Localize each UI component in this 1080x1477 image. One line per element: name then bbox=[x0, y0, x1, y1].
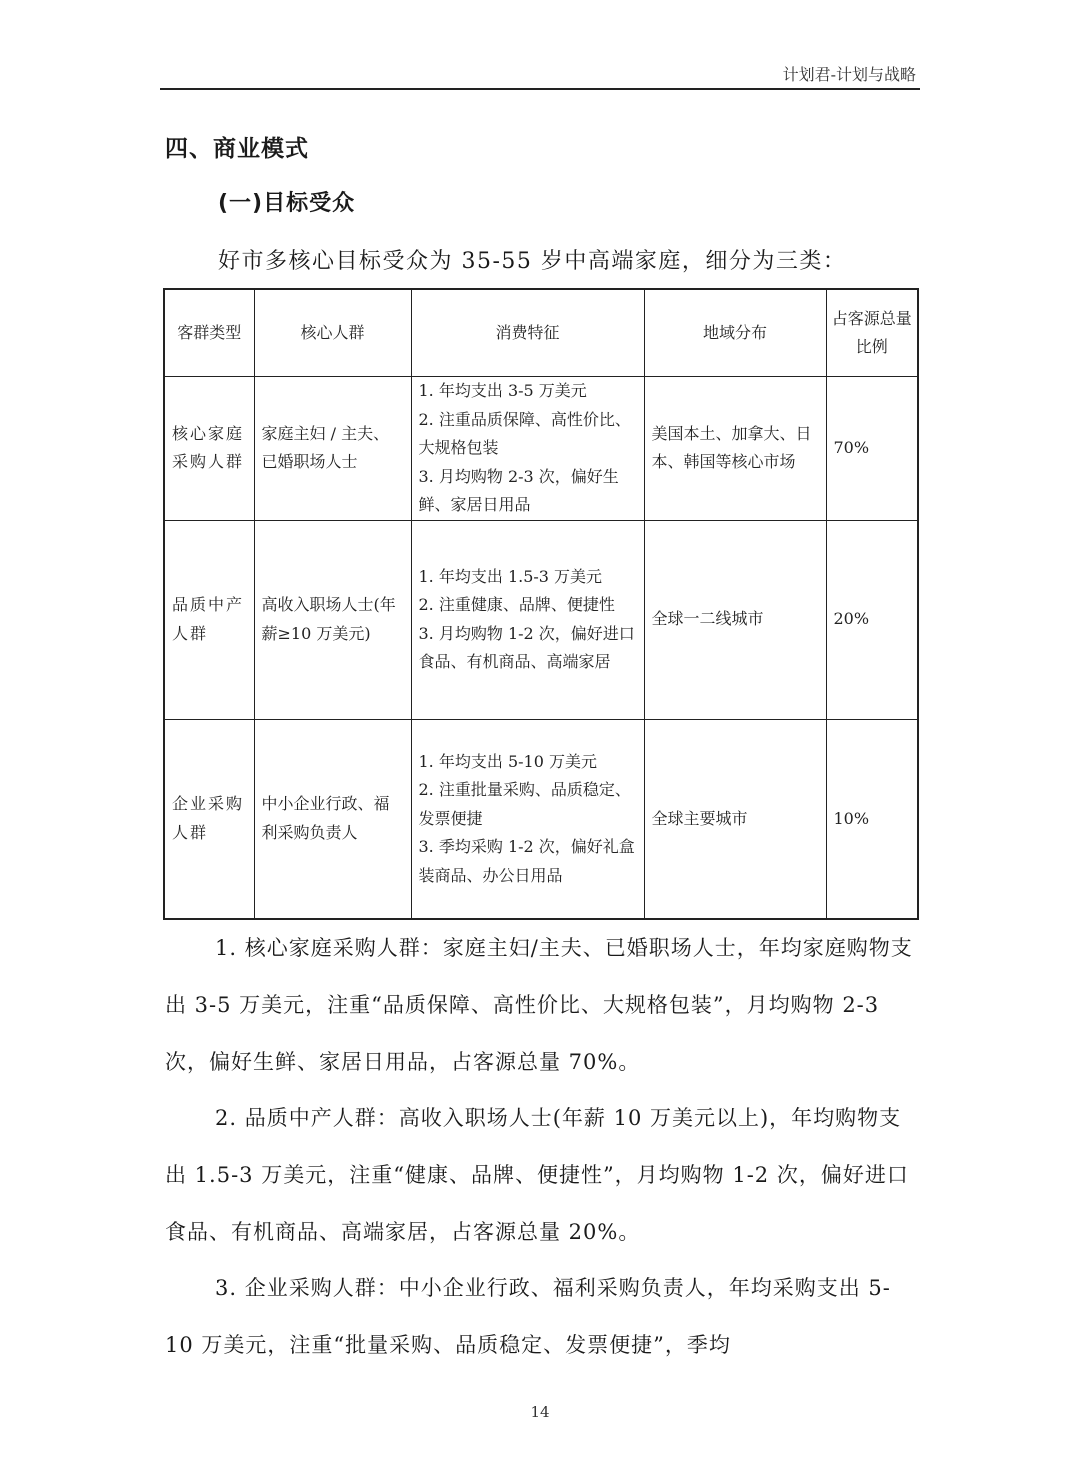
header-type: 客群类型 bbox=[164, 289, 254, 377]
cell-share: 20% bbox=[826, 520, 918, 719]
subsection-title: (一)目标受众 bbox=[218, 191, 356, 216]
cell-region: 全球主要城市 bbox=[644, 719, 826, 919]
cell-type: 核心家庭采购人群 bbox=[164, 377, 254, 521]
header-region: 地域分布 bbox=[644, 289, 826, 377]
feature-line: 2. 注重健康、品牌、便捷性 bbox=[418, 595, 615, 614]
table-row bbox=[164, 520, 918, 719]
audience-table bbox=[163, 288, 919, 920]
header-core: 核心人群 bbox=[254, 289, 411, 377]
feature-line: 2. 注重品质保障、高性价比、大规格包装 bbox=[418, 409, 631, 457]
header-share: 占客源总量比例 bbox=[826, 289, 918, 377]
cell-features bbox=[411, 719, 644, 919]
cell-region: 美国本土、加拿大、日本、韩国等核心市场 bbox=[644, 377, 826, 521]
feature-line: 3. 月均购物 1-2 次，偏好进口食品、有机商品、高端家居 bbox=[418, 623, 635, 671]
page-number: 14 bbox=[530, 1403, 550, 1421]
page-header bbox=[160, 60, 920, 90]
feature-line: 2. 注重批量采购、品质稳定、发票便捷 bbox=[418, 780, 631, 828]
feature-line: 3. 季均采购 1-2 次，偏好礼盒装商品、办公日用品 bbox=[418, 837, 635, 885]
section-title: 四、商业模式 bbox=[165, 136, 309, 162]
cell-type: 品质中产人群 bbox=[164, 520, 254, 719]
body-paragraph: 2. 品质中产人群：高收入职场人士(年薪 10 万美元以上)，年均购物支出 1.5-3 万美元，注重“健康、品牌、便捷性”，月均购物 1-2 次，偏好进口食品、有机商品、高端家居，占客源总量 20%。 bbox=[165, 1106, 909, 1244]
cell-core: 高收入职场人士(年薪≥10 万美元) bbox=[254, 520, 411, 719]
cell-features bbox=[411, 377, 644, 521]
body-paragraph: 1. 核心家庭采购人群：家庭主妇/主夫、已婚职场人士，年均家庭购物支出 3-5 万美元，注重“品质保障、高性价比、大规格包装”，月均购物 2-3 次，偏好生鲜、家居日用品，占客源总量 70%。 bbox=[165, 936, 913, 1074]
cell-core: 中小企业行政、福利采购负责人 bbox=[254, 719, 411, 919]
feature-line: 1. 年均支出 1.5-3 万美元 bbox=[418, 566, 603, 586]
table-row bbox=[164, 377, 918, 521]
body-paragraph: 3. 企业采购人群：中小企业行政、福利采购负责人，年均采购支出 5-10 万美元，注重“批量采购、品质稳定、发票便捷”，季均 bbox=[165, 1276, 891, 1357]
feature-line: 1. 年均支出 5-10 万美元 bbox=[418, 751, 597, 771]
intro-paragraph: 好市多核心目标受众为 35-55 岁中高端家庭，细分为三类： bbox=[218, 249, 847, 274]
feature-line: 3. 月均购物 2-3 次，偏好生鲜、家居日用品 bbox=[418, 466, 619, 514]
table-header-row bbox=[164, 289, 918, 377]
cell-type: 企业采购人群 bbox=[164, 719, 254, 919]
cell-share: 70% bbox=[826, 377, 918, 521]
cell-core: 家庭主妇 / 主夫、已婚职场人士 bbox=[254, 377, 411, 521]
header-features: 消费特征 bbox=[411, 289, 644, 377]
header-text: 计划君-计划与战略 bbox=[782, 65, 916, 84]
cell-region: 全球一二线城市 bbox=[644, 520, 826, 719]
cell-share: 10% bbox=[826, 719, 918, 919]
feature-line: 1. 年均支出 3-5 万美元 bbox=[418, 381, 587, 400]
cell-features bbox=[411, 520, 644, 719]
table-row bbox=[164, 719, 918, 919]
